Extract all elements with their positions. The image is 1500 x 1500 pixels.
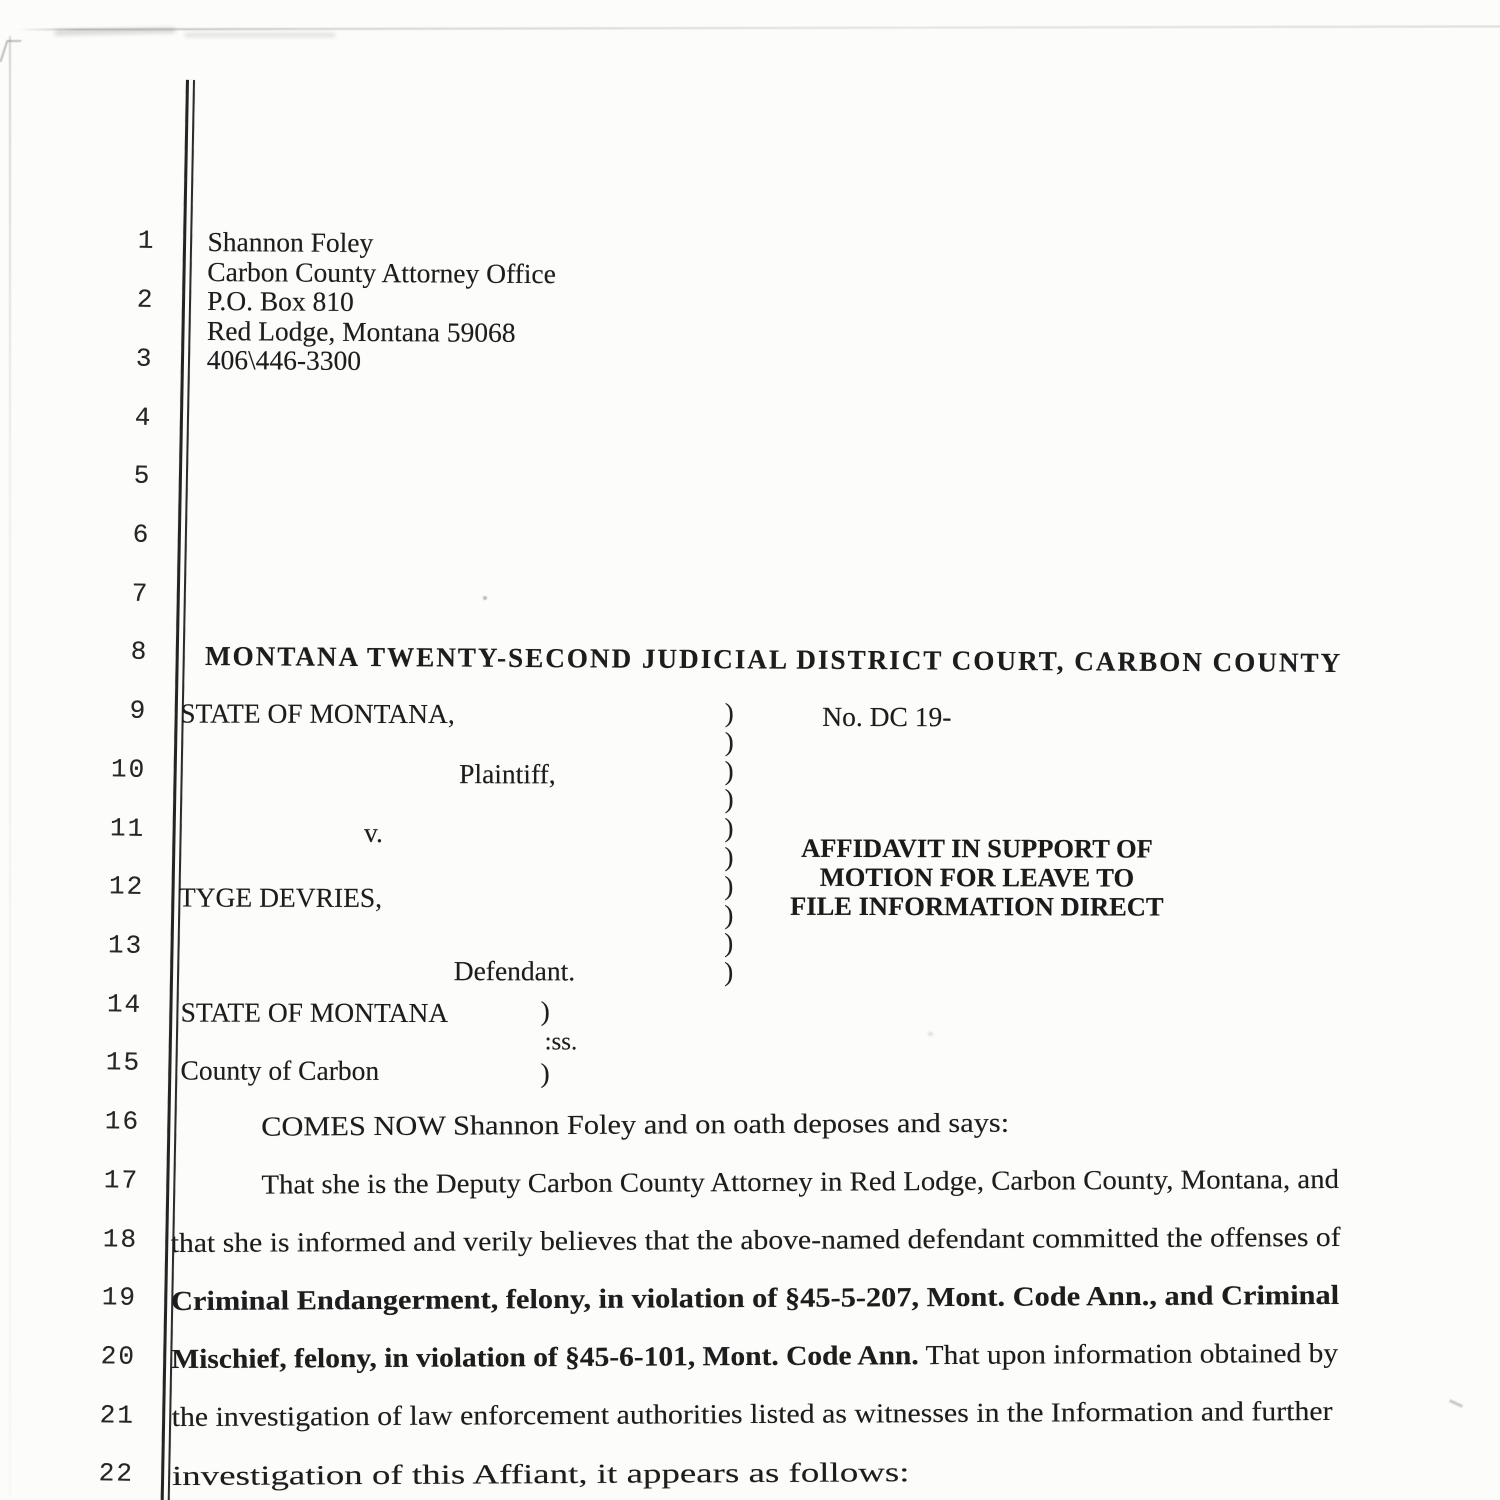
body-line-20 [171,1336,1339,1375]
line-number: 21 [99,1399,136,1431]
defendant-name: TYGE DEVRIES, [178,881,383,913]
line-number: 13 [107,930,144,961]
line-number: 19 [101,1282,138,1314]
case-number: No. DC 19- [822,700,952,733]
line-number: 22 [98,1458,135,1490]
caption-paren: ) [724,841,734,872]
venue-county-paren: ) [540,1057,550,1089]
body-line-17: That she is the Deputy Carbon County Attorney in Red Lodge, Carbon County, Montana, and [261,1162,1340,1200]
body-line-22: investigation of this Affiant, it appears as follows: [171,1456,910,1492]
venue-state-paren: ) [540,995,550,1027]
line-number: 16 [104,1106,141,1137]
caption-paren: ) [724,697,734,728]
attorney-name: Shannon Foley [207,226,374,259]
line-number: 12 [108,871,145,903]
line-number: 17 [103,1165,140,1196]
document-title-line: AFFIDAVIT IN SUPPORT OF [801,832,1153,864]
versus: v. [364,816,383,848]
line-number: 3 [135,343,154,374]
body-line-16: COMES NOW Shannon Foley and on oath deposes and says: [261,1106,1010,1142]
caption-paren: ) [724,956,734,987]
defendant-role: Defendant. [453,955,576,987]
body-line-18: that she is informed and verily believes that the above-named defendant committed the offenses of [170,1220,1341,1259]
line-number: 9 [129,695,148,727]
line-number: 6 [132,519,151,550]
line-number: 11 [109,812,146,844]
line-number: 1 [137,226,156,257]
document-title-line: MOTION FOR LEAVE TO [819,862,1135,893]
line-number: 18 [102,1223,139,1255]
caption-paren: ) [724,899,734,930]
venue-state: STATE OF MONTANA [180,996,449,1029]
attorney-city: Red Lodge, Montana 59068 [206,314,516,348]
line-number: 4 [134,402,153,433]
caption-paren: ) [724,870,734,901]
caption-paren: ) [724,755,734,786]
document-title-line: FILE INFORMATION DIRECT [790,891,1164,923]
body-line-20-bold: Mischief, felony, in violation of §45-6-101, Mont. Code Ann. [171,1339,919,1375]
body-line-20-regular: That upon information obtained by [918,1336,1339,1371]
line-number: 20 [100,1341,137,1372]
attorney-office: Carbon County Attorney Office [207,255,556,289]
caption-paren: ) [724,812,734,843]
plaintiff-name: STATE OF MONTANA, [180,697,455,730]
line-number: 14 [106,988,143,1020]
attorney-po-box: P.O. Box 810 [207,285,354,318]
venue-ss: :ss. [544,1028,578,1056]
line-number: 5 [133,460,152,492]
line-number: 10 [110,754,147,785]
line-number: 8 [130,637,149,668]
attorney-phone: 406\446-3300 [206,344,362,377]
line-number: 2 [136,284,155,316]
line-number: 15 [105,1047,142,1079]
caption-paren: ) [724,726,734,757]
line-number: 7 [131,578,150,609]
caption-paren: ) [724,928,734,959]
venue-county: County of Carbon [180,1054,380,1086]
body-line-19: Criminal Endangerment, felony, in violation of §45-5-207, Mont. Code Ann., and Criminal [170,1278,1340,1317]
court-title: MONTANA TWENTY-SECOND JUDICIAL DISTRICT COURT, CARBON COUNTY [204,640,1343,678]
plaintiff-role: Plaintiff, [459,758,556,790]
caption-paren: ) [724,784,734,815]
body-line-21: the investigation of law enforcement authorities listed as witnesses in the Information and further [171,1394,1333,1433]
